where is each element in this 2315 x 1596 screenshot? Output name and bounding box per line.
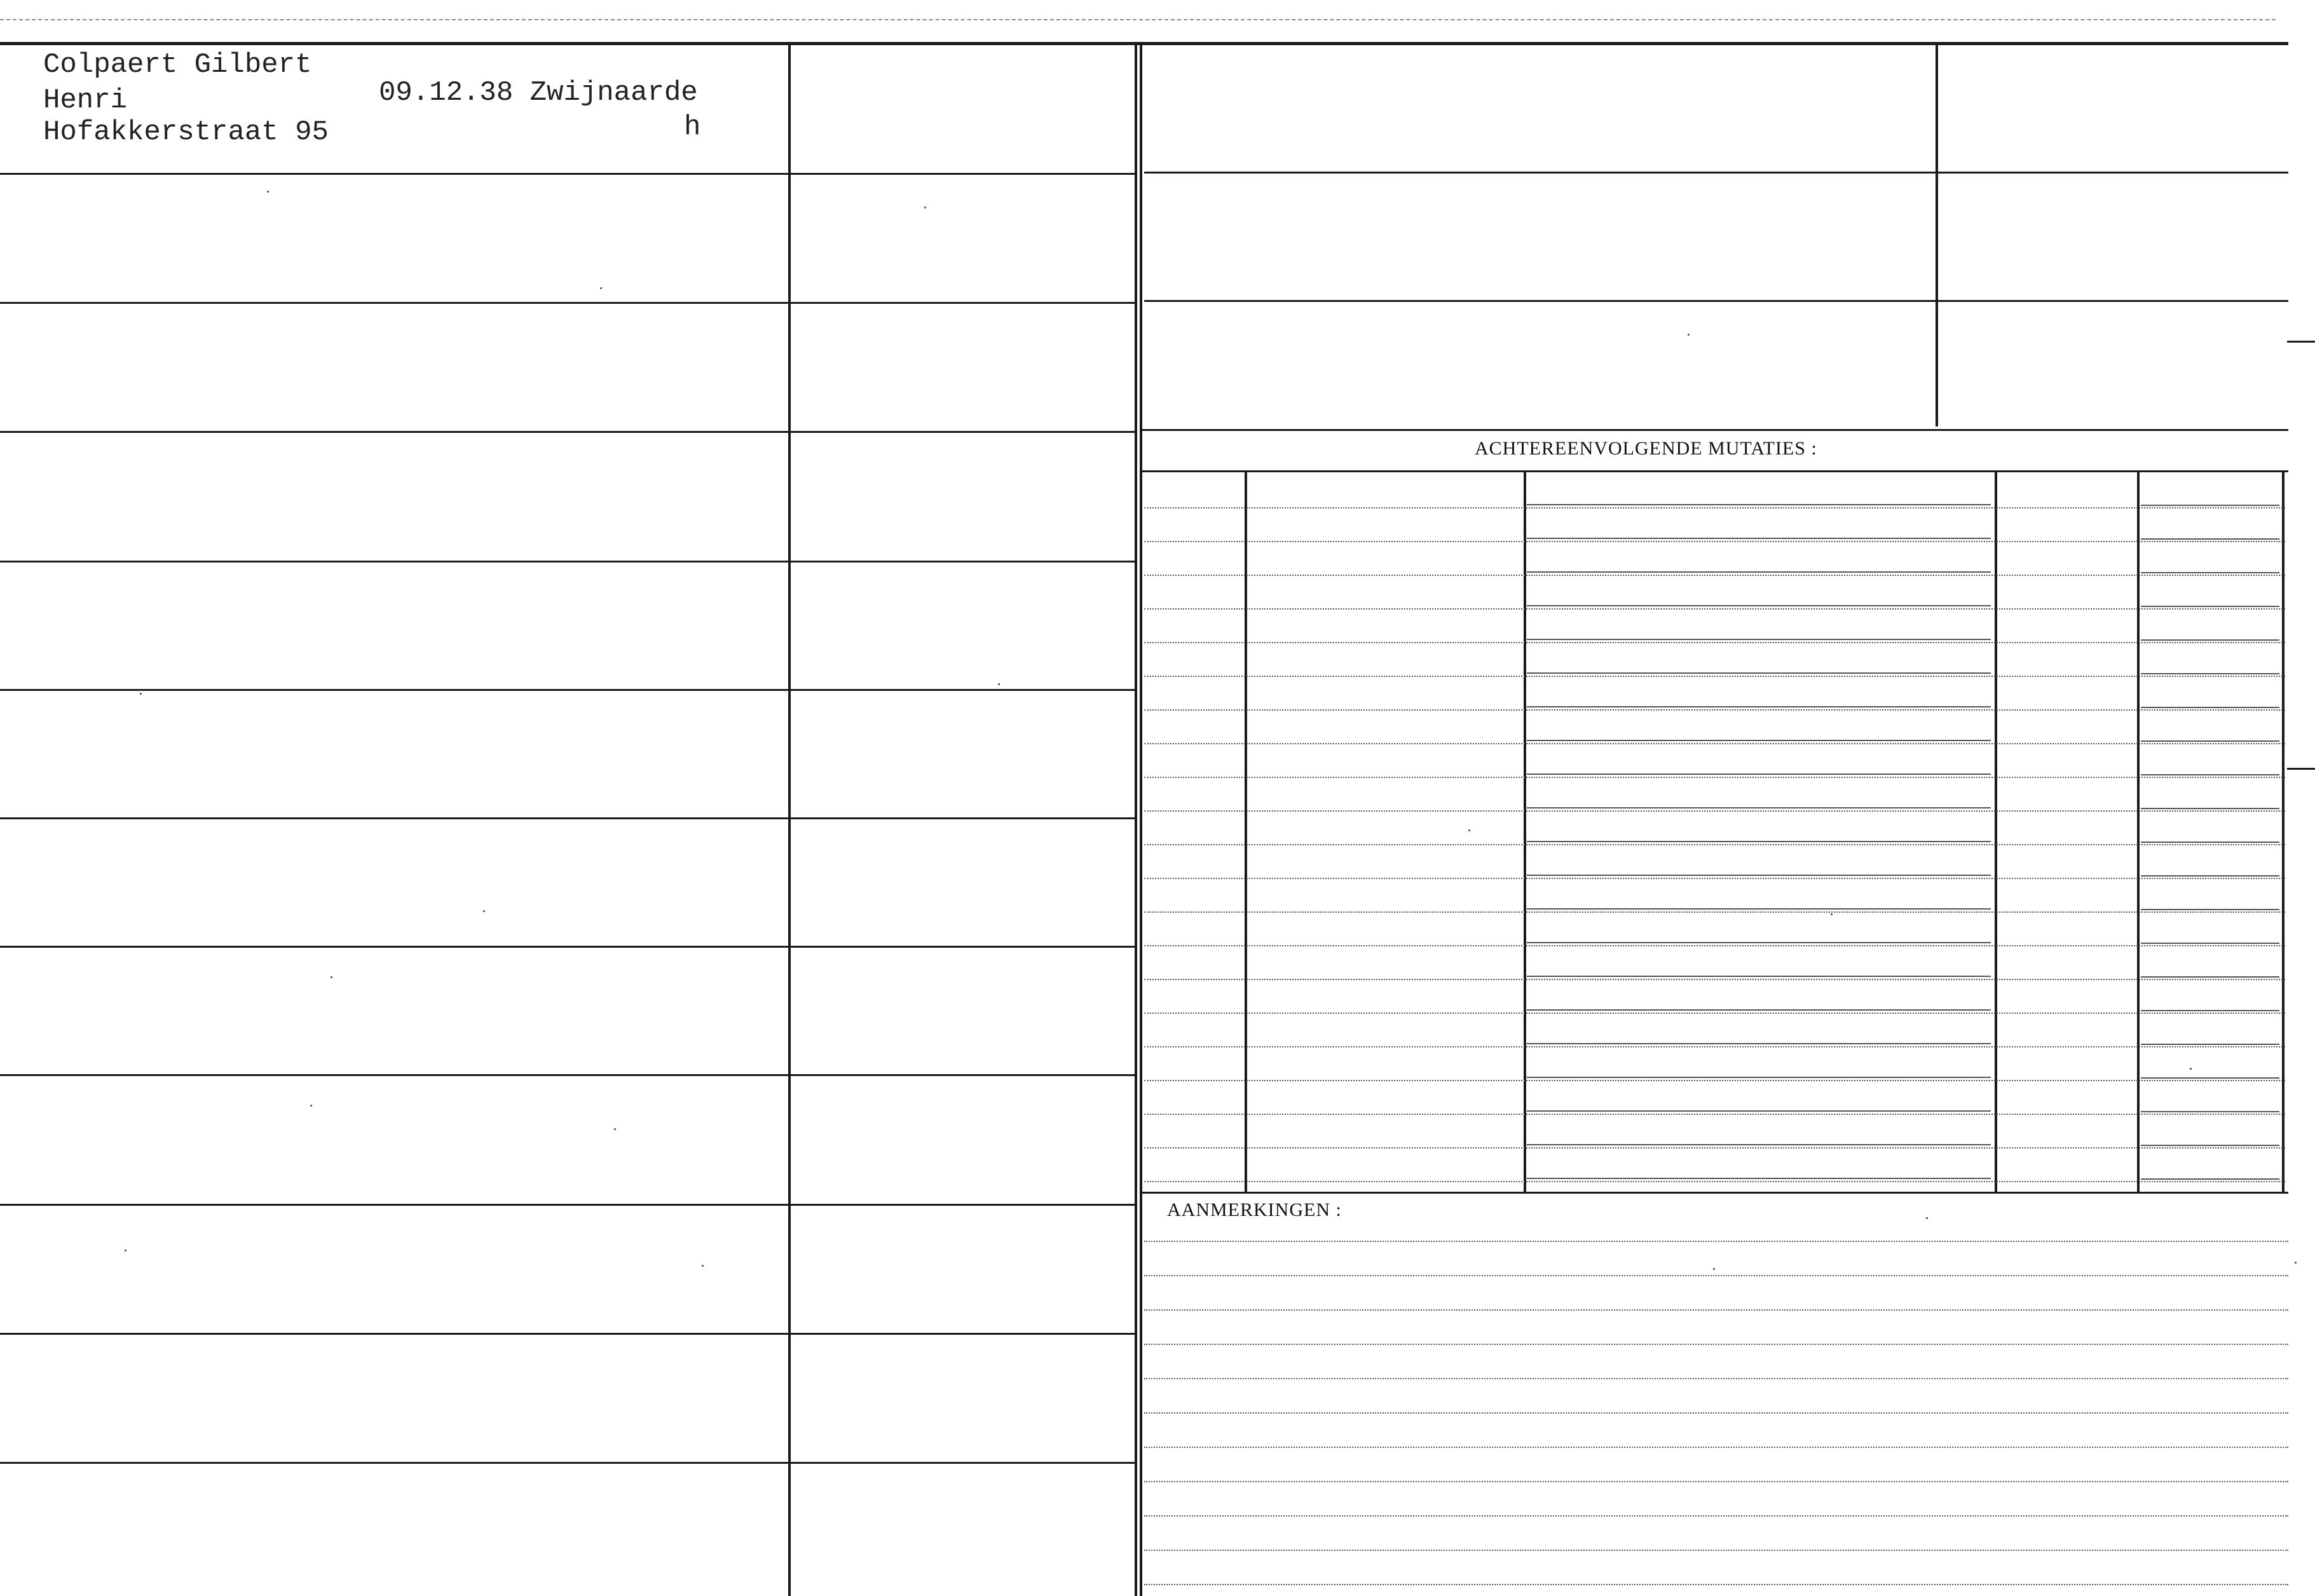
remark-row-1 <box>1144 1241 2288 1242</box>
mutation-row-solid-r-18 <box>2141 1077 2279 1079</box>
speck-14 <box>1688 334 1690 336</box>
mutation-row-solid-12 <box>1527 875 1991 876</box>
mutation-row-dotted-21 <box>1144 1181 2285 1182</box>
mutation-row-dotted-1 <box>1144 507 2285 508</box>
handwritten-mark: h <box>684 111 701 143</box>
right-upper-row-1 <box>1144 172 2288 174</box>
speck-1 <box>267 191 269 193</box>
birth-date-place: 09.12.38 Zwijnaarde <box>379 77 698 109</box>
mutation-row-solid-4 <box>1527 605 1991 606</box>
mutation-row-dotted-3 <box>1144 575 2285 576</box>
mutation-row-solid-r-21 <box>2141 1178 2279 1180</box>
mutation-row-solid-13 <box>1527 908 1991 910</box>
remark-row-8 <box>1144 1481 2288 1482</box>
right-upper-divider <box>1936 42 1938 426</box>
mutations-table-top <box>1140 470 2288 472</box>
mutation-row-solid-r-4 <box>2141 606 2279 607</box>
left-row-line-b-10 <box>791 1333 1135 1335</box>
left-row-line-b-5 <box>791 689 1135 691</box>
mutation-row-solid-r-15 <box>2141 976 2279 978</box>
left-row-line-6 <box>0 817 788 819</box>
left-row-line-b-1 <box>791 173 1135 175</box>
mutations-table-bottom <box>1140 1192 2288 1194</box>
mutation-row-dotted-2 <box>1144 541 2285 542</box>
remark-row-7 <box>1144 1447 2288 1448</box>
mutation-row-solid-11 <box>1527 841 1991 842</box>
remark-row-11 <box>1144 1584 2288 1585</box>
left-row-line-b-8 <box>791 1074 1135 1076</box>
speck-17 <box>1713 1268 1715 1270</box>
address: Hofakkerstraat 95 <box>43 116 329 148</box>
left-row-line-9 <box>0 1204 788 1206</box>
mutations-heading: ACHTEREENVOLGENDE MUTATIES : <box>1475 438 1817 459</box>
left-row-line-b-11 <box>791 1462 1135 1464</box>
remark-row-2 <box>1144 1275 2288 1276</box>
mutation-row-solid-r-10 <box>2141 808 2279 809</box>
right-upper-row-2 <box>1144 300 2288 302</box>
mutations-col-2 <box>1524 470 1526 1192</box>
left-row-line-10 <box>0 1333 788 1335</box>
speck-7 <box>614 1128 616 1130</box>
first-name: Henri <box>43 85 128 116</box>
speck-6 <box>331 976 332 978</box>
mutation-row-solid-9 <box>1527 774 1991 775</box>
left-row-line-b-7 <box>791 946 1135 948</box>
mutation-row-solid-2 <box>1527 538 1991 539</box>
right-panel-border <box>1140 42 1142 1596</box>
mutation-row-solid-r-20 <box>2141 1145 2279 1146</box>
left-col-divider-2 <box>1135 42 1137 1596</box>
left-row-line-2 <box>0 302 788 304</box>
speck-15 <box>998 683 1000 685</box>
mutation-row-dotted-8 <box>1144 743 2285 744</box>
mutation-row-solid-10 <box>1527 807 1991 808</box>
remark-row-4 <box>1144 1344 2288 1345</box>
left-row-line-3 <box>0 431 788 433</box>
mutation-row-solid-r-9 <box>2141 774 2279 775</box>
speck-18 <box>2295 1262 2297 1264</box>
mutation-row-solid-14 <box>1527 942 1991 943</box>
mutation-row-dotted-14 <box>1144 945 2285 946</box>
mutation-row-solid-15 <box>1527 976 1991 977</box>
speck-9 <box>125 1250 126 1252</box>
mutation-row-solid-18 <box>1527 1077 1991 1078</box>
mutation-row-solid-21 <box>1527 1178 1991 1179</box>
remarks-heading: AANMERKINGEN : <box>1167 1199 1342 1220</box>
mutation-row-solid-r-8 <box>2141 740 2279 742</box>
mutations-col-1 <box>1245 470 1247 1192</box>
speck-4 <box>140 693 142 695</box>
left-row-line-b-6 <box>791 817 1135 819</box>
mutations-col-4 <box>2137 470 2140 1192</box>
left-row-line-4 <box>0 561 788 563</box>
mutation-row-solid-r-13 <box>2141 909 2279 910</box>
left-row-line-b-4 <box>791 561 1135 563</box>
mutation-row-solid-5 <box>1527 639 1991 640</box>
mutation-row-solid-17 <box>1527 1043 1991 1044</box>
remark-row-5 <box>1144 1378 2288 1379</box>
mutation-row-dotted-13 <box>1144 911 2285 913</box>
left-row-line-1 <box>0 173 788 175</box>
left-row-line-8 <box>0 1074 788 1076</box>
mutation-row-solid-r-12 <box>2141 875 2279 876</box>
top-edge-scan <box>0 19 2276 20</box>
mutation-row-solid-r-14 <box>2141 943 2279 944</box>
mutation-row-dotted-19 <box>1144 1114 2285 1115</box>
mutation-row-dotted-11 <box>1144 844 2285 845</box>
speck-10 <box>702 1265 704 1267</box>
mutation-row-dotted-6 <box>1144 676 2285 677</box>
mutation-row-dotted-10 <box>1144 810 2285 812</box>
mutation-row-dotted-9 <box>1144 777 2285 778</box>
speck-8 <box>310 1105 312 1107</box>
mutation-row-solid-r-6 <box>2141 673 2279 674</box>
remark-row-9 <box>1144 1515 2288 1517</box>
mutation-row-solid-r-2 <box>2141 538 2279 540</box>
top-border <box>0 42 2288 45</box>
mutation-row-solid-r-19 <box>2141 1111 2279 1112</box>
remark-row-6 <box>1144 1412 2288 1414</box>
margin-tick-2 <box>2287 768 2315 770</box>
mutation-row-solid-r-3 <box>2141 572 2279 573</box>
mutation-row-solid-8 <box>1527 740 1991 741</box>
left-row-line-b-2 <box>791 302 1135 304</box>
speck-16 <box>2190 1068 2192 1070</box>
remark-row-10 <box>1144 1550 2288 1551</box>
speck-2 <box>600 287 602 289</box>
mutation-row-dotted-5 <box>1144 642 2285 643</box>
mutations-right-border <box>2282 470 2284 1192</box>
mutation-row-dotted-7 <box>1144 709 2285 711</box>
left-row-line-b-3 <box>791 431 1135 433</box>
mutation-row-solid-3 <box>1527 571 1991 573</box>
mutation-row-solid-r-7 <box>2141 707 2279 708</box>
left-row-line-11 <box>0 1462 788 1464</box>
speck-5 <box>483 910 485 912</box>
mutation-row-solid-r-11 <box>2141 842 2279 843</box>
speck-12 <box>1831 913 1833 915</box>
speck-3 <box>924 207 926 208</box>
left-row-line-b-9 <box>791 1204 1135 1206</box>
mutation-row-dotted-12 <box>1144 878 2285 879</box>
left-row-line-5 <box>0 689 788 691</box>
mutation-row-dotted-17 <box>1144 1046 2285 1047</box>
left-row-line-7 <box>0 946 788 948</box>
mutation-row-solid-r-5 <box>2141 639 2279 641</box>
mutation-row-solid-19 <box>1527 1110 1991 1112</box>
name-line: Colpaert Gilbert <box>43 49 312 81</box>
mutations-col-3 <box>1995 470 1997 1192</box>
mutation-row-dotted-4 <box>1144 608 2285 610</box>
mutation-row-solid-1 <box>1527 504 1991 505</box>
mutation-row-solid-20 <box>1527 1144 1991 1145</box>
margin-tick-1 <box>2287 341 2315 343</box>
remark-row-3 <box>1144 1309 2288 1311</box>
speck-11 <box>1468 829 1470 831</box>
mutation-row-solid-r-16 <box>2141 1010 2279 1011</box>
right-upper-row-3 <box>1140 429 2288 431</box>
mutation-row-solid-6 <box>1527 672 1991 674</box>
mutation-row-solid-r-1 <box>2141 505 2279 506</box>
mutation-row-solid-7 <box>1527 706 1991 707</box>
mutation-row-solid-16 <box>1527 1009 1991 1011</box>
mutation-row-dotted-20 <box>1144 1147 2285 1149</box>
mutation-row-dotted-16 <box>1144 1013 2285 1014</box>
mutation-row-solid-r-17 <box>2141 1044 2279 1045</box>
speck-13 <box>1926 1217 1928 1219</box>
mutation-row-dotted-18 <box>1144 1080 2285 1081</box>
mutation-row-dotted-15 <box>1144 979 2285 980</box>
